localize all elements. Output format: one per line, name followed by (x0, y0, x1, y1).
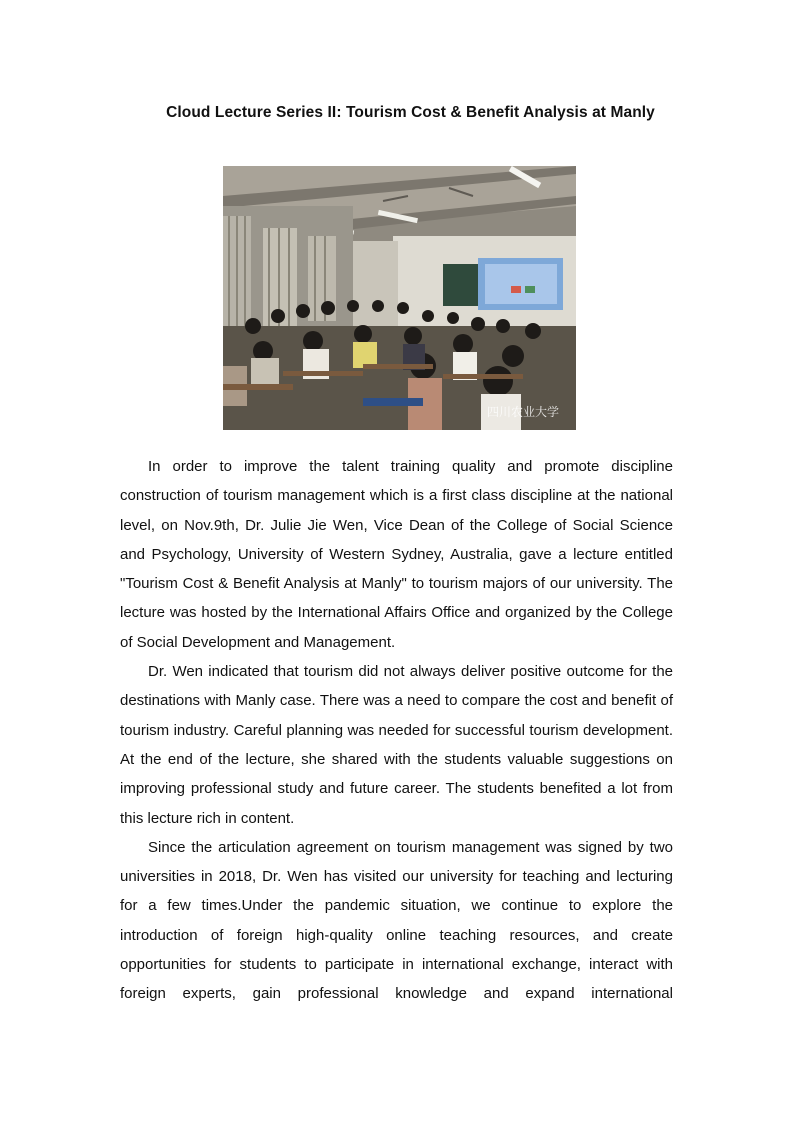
paragraph-1: In order to improve the talent training quality and promote discipline construction of tourism management which is a first class discipline at the national level, on Nov.9th, Dr. Julie Jie Wen, Vice Dean of the College of Social Science and Psychology, University of Western Sydney, Australia, gave a lecture entitled "Tourism Cost & Benefit Analysis at Manly" to tourism majors of our university. The lecture was hosted by the International Affairs Office and organized by the College of Social Development and Management. (120, 458, 673, 651)
lecture-photo (223, 166, 576, 430)
watermark-text: 四川农业大学 (486, 405, 560, 419)
paragraph-3: Since the articulation agreement on tourism management was signed by two universities in 2018, Dr. Wen has visited our university for teaching and lecturing for a few times.Under the pandemic situation, we continue to explore the introduction of foreign high-quality online teaching resources, and create opportunities for students to participate in international exchange, interact with foreign experts, gain professional knowledge and expand international (120, 838, 673, 1003)
classroom-photo-illustration (223, 166, 576, 430)
article-body (120, 452, 673, 1009)
paragraph-2: Dr. Wen indicated that tourism did not always deliver positive outcome for the destinations with Manly case. There was a need to compare the cost and benefit of tourism industry. Careful planning was needed for successful tourism development. At the end of the lecture, she shared with the students valuable suggestions on improving professional study and future career. The students benefited a lot from this lecture rich in content. (120, 663, 673, 827)
page-title (0, 104, 793, 122)
title-text: Cloud Lecture Series II: Tourism Cost & Benefit Analysis at Manly (166, 104, 655, 121)
